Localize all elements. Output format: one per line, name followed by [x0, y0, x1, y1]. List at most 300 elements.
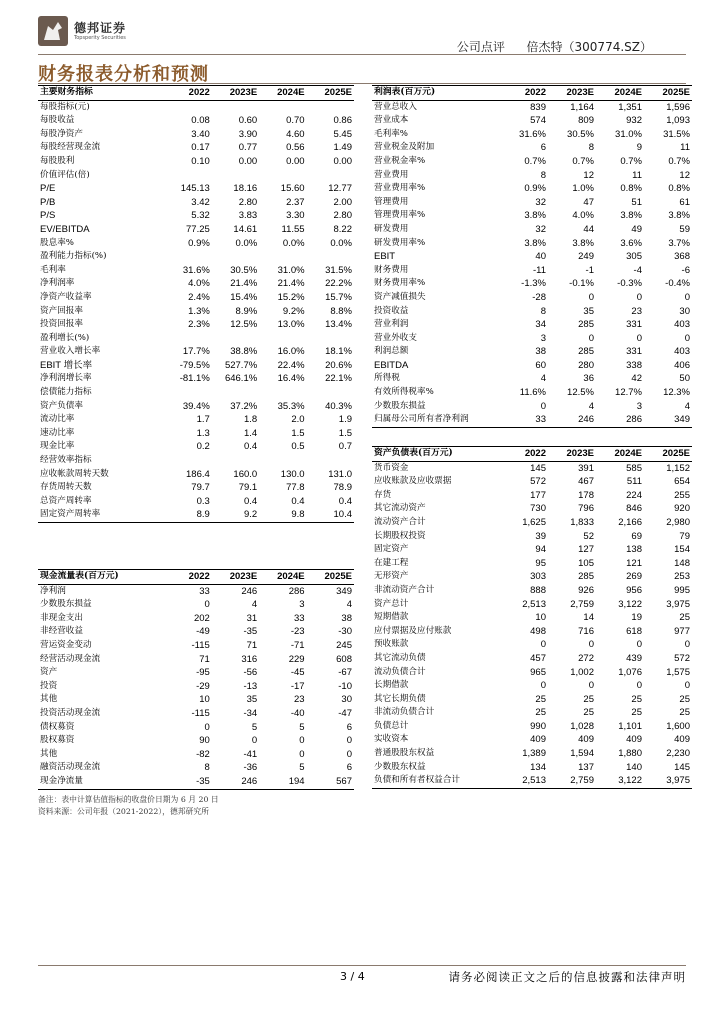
cell-value: 285 — [578, 319, 594, 331]
table-row — [38, 169, 354, 183]
cell-value: 0 — [540, 639, 546, 651]
row-label: 固定资产周转率 — [40, 509, 101, 520]
table-row — [38, 100, 354, 114]
cell-value: 36 — [583, 373, 594, 385]
cell-value: 305 — [626, 251, 642, 263]
table-row — [38, 748, 354, 762]
cell-value: 511 — [626, 476, 642, 488]
row-label: 资产负债率 — [40, 400, 83, 411]
table-row — [38, 625, 354, 639]
cell-value: 12 — [583, 169, 594, 181]
cell-value: 3,975 — [666, 775, 690, 787]
cell-value: 121 — [626, 557, 642, 569]
cell-value — [307, 250, 354, 264]
row-label: 其它流动负债 — [374, 652, 426, 663]
table-row — [372, 291, 692, 305]
cell-value: -49 — [196, 626, 210, 638]
cell-value: 38 — [535, 346, 546, 358]
cell-value: 3.8% — [668, 210, 690, 222]
table-row — [38, 413, 354, 427]
cell-value: 1,600 — [666, 720, 690, 732]
cell-value: 572 — [530, 476, 546, 488]
cell-value: 177 — [530, 489, 546, 501]
cell-value: 32 — [535, 223, 546, 235]
row-label: 存货周转天数 — [40, 482, 92, 493]
cell-value: 2,513 — [522, 598, 546, 610]
row-label: 营业税金及附加 — [374, 142, 435, 153]
cell-value: 1.8 — [243, 414, 258, 426]
cell-value: 0 — [251, 735, 258, 747]
row-label: 债权募资 — [40, 721, 75, 732]
table-row — [38, 182, 354, 196]
cell-value: 194 — [288, 775, 305, 787]
column-header: 2024E — [614, 87, 642, 98]
table-row — [372, 182, 692, 196]
cell-value: -29 — [196, 680, 210, 692]
cell-value: 368 — [674, 251, 690, 263]
cell-value: 0 — [346, 735, 352, 747]
cell-value: 1,164 — [570, 101, 594, 113]
cell-value: 457 — [530, 652, 546, 664]
cell-value: 31.6% — [182, 264, 210, 276]
table-row — [38, 454, 354, 468]
cell-value: 269 — [626, 571, 642, 583]
cell-value: 5 — [251, 721, 258, 733]
cell-value: 3.90 — [238, 128, 258, 140]
cell-value: 255 — [674, 489, 690, 501]
cell-value — [161, 332, 212, 346]
cell-value: 0 — [346, 748, 352, 760]
cell-value: 0.70 — [286, 115, 305, 127]
cell-value: 409 — [530, 734, 546, 746]
cell-value: 51 — [631, 196, 642, 208]
cell-value: 77.25 — [186, 223, 210, 235]
row-label: 负债总计 — [374, 720, 409, 731]
cell-value: -36 — [243, 762, 258, 774]
cell-value: 2,166 — [618, 516, 642, 528]
table-row — [372, 345, 692, 359]
cell-value: 12.5% — [230, 319, 258, 331]
cell-value — [307, 169, 354, 183]
table-row — [372, 747, 692, 761]
cell-value: 20.6% — [325, 359, 352, 371]
cell-value: 1.49 — [333, 142, 352, 154]
row-label: 营业费用 — [374, 169, 409, 180]
row-label: 所得税 — [374, 373, 400, 384]
cell-value: 138 — [626, 544, 642, 556]
table-row — [372, 196, 692, 210]
cell-value: 2,759 — [570, 598, 594, 610]
cell-value: 47 — [583, 196, 594, 208]
table-row — [372, 461, 692, 475]
cell-value: 25 — [679, 707, 690, 719]
table-row — [372, 128, 692, 142]
cell-value: 79.1 — [238, 482, 258, 494]
cell-value: 40.3% — [325, 400, 352, 412]
main-indicators-table — [38, 85, 354, 523]
row-label: EV/EBITDA — [40, 223, 90, 235]
table-row — [372, 543, 692, 557]
cell-value: 0.7% — [572, 155, 594, 167]
table-row — [38, 508, 354, 522]
cell-value: 15.7% — [325, 291, 352, 303]
table-row — [38, 693, 354, 707]
column-header: 2023E — [566, 448, 594, 459]
cell-value: -13 — [243, 680, 258, 692]
footer-divider — [38, 965, 686, 966]
cell-value: 6 — [346, 762, 352, 774]
row-label: 货币资金 — [374, 462, 409, 473]
cell-value: 409 — [578, 734, 594, 746]
cell-value: 8.9 — [196, 509, 210, 521]
cell-value: 0.4 — [291, 495, 305, 507]
cell-value: 331 — [626, 319, 642, 331]
row-label: 净利润 — [40, 585, 66, 596]
cell-value — [161, 100, 212, 114]
cell-value: -6 — [681, 264, 690, 276]
table-row — [38, 250, 354, 264]
cell-value: 35 — [583, 305, 594, 317]
cell-value: 567 — [336, 775, 352, 787]
cell-value: 2.37 — [286, 196, 305, 208]
row-label: 其它长期负债 — [374, 693, 426, 704]
cell-value: -30 — [338, 626, 352, 638]
row-label: 营业税金率% — [374, 155, 426, 166]
cell-value: 25 — [631, 707, 642, 719]
cell-value: 0 — [299, 748, 305, 760]
cell-value: 618 — [626, 625, 642, 637]
cell-value: 0.56 — [286, 142, 305, 154]
table-row — [38, 734, 354, 748]
table-row — [38, 598, 354, 612]
column-header: 2025E — [324, 571, 352, 582]
cell-value: 0 — [588, 291, 594, 303]
cell-value: 13.4% — [325, 319, 352, 331]
cell-value: 30 — [341, 694, 352, 706]
row-label: 其他 — [40, 694, 58, 705]
table-row — [38, 721, 354, 735]
cash-flow-table — [38, 569, 354, 790]
cell-value: 406 — [674, 359, 690, 371]
cell-value: -56 — [243, 667, 258, 679]
cell-value: 105 — [578, 557, 594, 569]
cell-value: 0.0% — [282, 237, 305, 249]
cell-value: 2.3% — [188, 319, 210, 331]
cell-value: 249 — [578, 251, 594, 263]
row-label: 速动比率 — [40, 427, 75, 438]
table-title: 主要财务指标 — [40, 87, 93, 97]
cell-value: -47 — [338, 707, 352, 719]
cell-value: 30.5% — [230, 264, 258, 276]
cell-value: 0.08 — [191, 115, 210, 127]
cell-value: 33 — [294, 612, 305, 624]
cell-value: 38.8% — [230, 346, 258, 358]
cell-value: 338 — [626, 359, 642, 371]
column-header: 2023E — [229, 571, 258, 582]
cell-value — [259, 386, 306, 400]
cell-value: 1.4 — [243, 427, 258, 439]
table-row — [372, 209, 692, 223]
column-header: 2024E — [614, 448, 642, 459]
row-label: 归属母公司所有者净利润 — [374, 414, 469, 425]
cell-value: 1,575 — [666, 666, 690, 678]
cell-value: 12.77 — [328, 183, 352, 195]
table-row — [372, 372, 692, 386]
table-row — [38, 707, 354, 721]
cell-value: 3.8% — [572, 237, 594, 249]
table-row — [372, 250, 692, 264]
cell-value: -67 — [338, 667, 352, 679]
cell-value: 8.22 — [333, 223, 352, 235]
cell-value: 39.4% — [182, 400, 210, 412]
cell-value: 22.2% — [325, 278, 352, 290]
cell-value: 498 — [530, 625, 546, 637]
table-row — [372, 761, 692, 775]
cell-value: 1.5 — [338, 427, 352, 439]
cell-value: 0.0% — [330, 237, 352, 249]
row-label: 财务费用率% — [374, 278, 426, 289]
cell-value — [259, 250, 306, 264]
row-label: 固定资产 — [374, 544, 409, 555]
cell-value: 403 — [674, 319, 690, 331]
row-label: 净利润增长率 — [40, 373, 92, 384]
cell-value: 0.86 — [333, 115, 352, 127]
cell-value: 15.60 — [280, 183, 305, 195]
cell-value: 0.8% — [620, 183, 642, 195]
cell-value: 403 — [674, 346, 690, 358]
table-row — [38, 128, 354, 142]
cell-value: 965 — [530, 666, 546, 678]
cell-value — [212, 386, 259, 400]
cell-value: 1.3 — [196, 427, 210, 439]
table-row — [372, 305, 692, 319]
cell-value: 137 — [578, 761, 594, 773]
table-row — [372, 584, 692, 598]
table-row — [38, 345, 354, 359]
cell-value: 0.00 — [286, 155, 305, 167]
cell-value: -1 — [585, 264, 594, 276]
cell-value: 34 — [535, 319, 546, 331]
table-row — [372, 679, 692, 693]
cell-value: 926 — [578, 584, 594, 596]
table-header-row — [372, 86, 692, 101]
cell-value: 1,028 — [570, 720, 594, 732]
cell-value: -28 — [532, 291, 546, 303]
table-title: 现金流量表(百万元) — [40, 571, 119, 581]
cell-value: 0.5 — [291, 441, 305, 453]
cell-value: 349 — [336, 585, 352, 597]
cell-value: 25 — [583, 707, 594, 719]
cell-value: 0 — [204, 599, 210, 611]
cell-value: 18.16 — [233, 183, 258, 195]
row-label: 每股股利 — [40, 155, 75, 166]
row-label: 存货 — [374, 489, 392, 500]
cell-value: 0 — [684, 291, 690, 303]
cell-value: 527.7% — [224, 359, 258, 371]
row-label: 偿债能力指标 — [40, 387, 92, 398]
table-row — [38, 318, 354, 332]
cell-value: 10.4 — [333, 509, 352, 521]
cell-value: 2.4% — [188, 291, 210, 303]
cell-value: 730 — [530, 503, 546, 515]
cell-value: 69 — [631, 530, 642, 542]
cell-value: 13.0% — [277, 319, 305, 331]
cell-value: 990 — [530, 720, 546, 732]
cell-value: 12.5% — [567, 387, 594, 399]
cell-value: 3.6% — [620, 237, 642, 249]
row-label: 价值评估(倍) — [40, 169, 90, 180]
row-label: 营业利润 — [374, 319, 409, 330]
table-row — [372, 489, 692, 503]
row-label: 管理费用率% — [374, 210, 426, 221]
cell-value: 0 — [636, 291, 642, 303]
table-row — [38, 775, 354, 789]
row-label: 非流动负债合计 — [374, 707, 435, 718]
cell-value: 839 — [530, 101, 546, 113]
row-label: 现金净流量 — [40, 775, 83, 786]
cell-value: 39 — [535, 530, 546, 542]
cell-value — [259, 169, 306, 183]
row-label: 长期股权投资 — [374, 530, 426, 541]
company-logo — [38, 16, 168, 46]
cell-value: 31.5% — [663, 128, 690, 140]
cell-value: -81.1% — [179, 373, 210, 385]
cell-value: 888 — [530, 584, 546, 596]
cell-value: 25 — [631, 693, 642, 705]
row-label: 每股经营现金流 — [40, 142, 101, 153]
cell-value: -23 — [290, 626, 305, 638]
cell-value: 3.30 — [286, 210, 305, 222]
column-header: 2023E — [566, 87, 594, 98]
cell-value: 11 — [632, 169, 642, 181]
row-label: 投资收益 — [374, 305, 409, 316]
table-row — [372, 277, 692, 291]
cell-value: 2.80 — [238, 196, 258, 208]
cell-value: 52 — [583, 530, 594, 542]
row-label: 长期借款 — [374, 680, 409, 691]
table-row — [38, 666, 354, 680]
cell-value: 49 — [631, 223, 642, 235]
cell-value: 3,122 — [618, 775, 642, 787]
cell-value: 349 — [674, 414, 690, 426]
cell-value: 391 — [578, 462, 594, 474]
cell-value: 1,002 — [570, 666, 594, 678]
column-header: 2025E — [662, 448, 690, 459]
cell-value: 0 — [540, 680, 546, 692]
row-label: 短期借款 — [374, 612, 409, 623]
cell-value: 186.4 — [186, 468, 210, 480]
cell-value: 0.0% — [235, 237, 258, 249]
cell-value — [259, 100, 306, 114]
cell-value: 286 — [288, 585, 305, 597]
cell-value: 4 — [251, 599, 258, 611]
cell-value: -115 — [191, 639, 210, 651]
cell-value: 253 — [674, 571, 690, 583]
cell-value: 50 — [679, 373, 690, 385]
cell-value: 0.4 — [338, 495, 352, 507]
cell-value: 31.5% — [325, 264, 352, 276]
row-label: 经营活动现金流 — [40, 653, 101, 664]
cell-value: 1,625 — [522, 516, 546, 528]
cell-value: 4 — [540, 373, 546, 385]
row-label: 营业成本 — [374, 115, 409, 126]
table-row — [372, 237, 692, 251]
column-header: 2022 — [524, 87, 546, 98]
cell-value: 0 — [636, 639, 642, 651]
table-row — [38, 114, 354, 128]
cell-value: 23 — [631, 305, 642, 317]
cell-value: 0.9% — [188, 237, 210, 249]
cell-value: 224 — [626, 489, 642, 501]
row-label: 股权募资 — [40, 735, 75, 746]
row-label: P/S — [40, 210, 56, 222]
column-header: 2022 — [524, 448, 546, 459]
cell-value: 1.9 — [338, 414, 352, 426]
cell-value: 585 — [626, 462, 642, 474]
cell-value: 1.5 — [291, 427, 305, 439]
cell-value: 1,833 — [570, 516, 594, 528]
cell-value: 0 — [636, 332, 642, 344]
table-row — [38, 680, 354, 694]
row-label: 营运资金变动 — [40, 639, 92, 650]
row-label: EBITDA — [374, 359, 409, 371]
row-label: 毛利率 — [40, 264, 66, 275]
cell-value: -0.4% — [665, 278, 690, 290]
cell-value: 6 — [346, 721, 352, 733]
row-label: 应收帐款周转天数 — [40, 468, 109, 479]
column-header: 2023E — [229, 87, 258, 98]
company-ticker: 倍杰特（300774.SZ） — [526, 40, 652, 54]
row-label: 实收资本 — [374, 734, 409, 745]
cell-value: 0 — [299, 735, 305, 747]
cell-value: 4 — [346, 599, 352, 611]
row-label: 每股收益 — [40, 115, 75, 126]
cell-value: 1,152 — [666, 462, 690, 474]
cell-value: 33 — [199, 585, 210, 597]
row-label: 每股指标(元) — [40, 101, 90, 112]
cell-value: 8 — [588, 142, 594, 154]
row-label: 利润总额 — [374, 346, 409, 357]
title-divider — [38, 83, 686, 84]
cell-value: 60 — [535, 359, 546, 371]
cell-value: 94 — [535, 544, 546, 556]
row-label: 股息率% — [40, 237, 74, 248]
cell-value — [307, 386, 354, 400]
row-label: 营业收入增长率 — [40, 346, 101, 357]
cell-value: 38 — [341, 612, 352, 624]
table-row — [38, 372, 354, 386]
header-divider — [38, 54, 686, 55]
cell-value: 40 — [535, 251, 546, 263]
cell-value: 35 — [246, 694, 258, 706]
table-row — [38, 440, 354, 454]
row-label: 营业总收入 — [374, 101, 417, 112]
cell-value: 8.8% — [330, 305, 352, 317]
table-row — [372, 733, 692, 747]
cell-value: 16.0% — [277, 346, 305, 358]
row-label: 有效所得税率% — [374, 387, 434, 398]
table-row — [372, 100, 692, 114]
cell-value: 846 — [626, 503, 642, 515]
cell-value: -1.3% — [521, 278, 546, 290]
row-label: 资产 — [40, 667, 58, 678]
cell-value: 0.9% — [524, 183, 546, 195]
note-data-source: 资料来源：公司年报（2021-2022），德邦研究所 — [38, 807, 209, 816]
cell-value: 3.8% — [524, 237, 546, 249]
income-statement-table — [372, 85, 692, 428]
cell-value: 0 — [588, 332, 594, 344]
cell-value: 1,594 — [570, 748, 594, 760]
